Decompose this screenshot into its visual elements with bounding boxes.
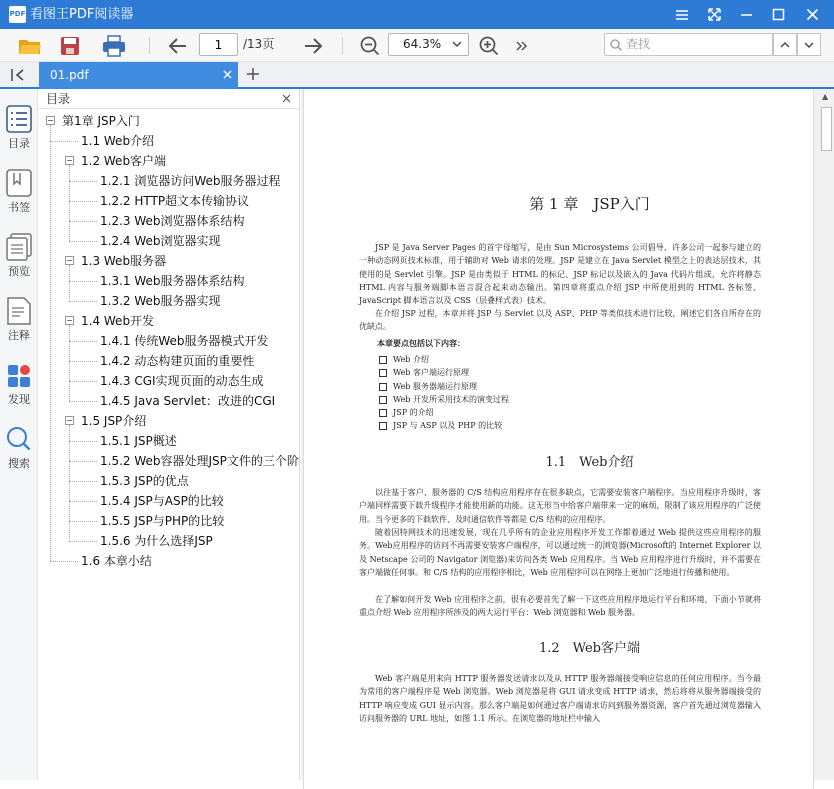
sidebar-item-label: 书签 <box>8 201 30 214</box>
sidebar-item-label: 预览 <box>8 265 30 278</box>
section-1-2-paragraph-1: Web 客户端是用来向 HTTP 服务器发送请求以及从 HTTP 服务器端接受响应信息的任何应用程序。当今最为常用的客户端程序是 Web 浏览器。Web 浏览器是将 GUI 请求变成 HTTP 请求，然后将将从服务器端接受的 HTTP 响应变成 GUI 显示内容。那么客户端是如何通过客户端请求访问到服务器资源，客户首先通过浏览器输入访问服务器的 URL 地址，如图 1.1 所示。在浏览器的地址栏中输入 <box>359 674 761 723</box>
scrollbar-thumb[interactable] <box>821 107 832 151</box>
outline-item[interactable]: 1.4.3 CGI实现页面的动态生成 <box>100 374 264 388</box>
vertical-scrollbar[interactable] <box>818 89 834 780</box>
outline-item[interactable]: 1.4.1 传统Web服务器模式开发 <box>100 334 269 348</box>
outline-item[interactable]: 1.2.2 HTTP超文本传输协议 <box>100 194 250 208</box>
zoom-value: 64.3% <box>403 37 442 51</box>
sidebar-item-label: 搜索 <box>8 457 30 470</box>
outline-item[interactable]: 1.3 Web服务器 <box>81 254 167 268</box>
save-icon[interactable] <box>57 33 83 58</box>
zoom-in-icon[interactable] <box>477 33 501 58</box>
chevron-down-icon <box>804 41 814 49</box>
menu-icon[interactable] <box>666 0 698 29</box>
chapter-title: 第 1 章 JSP入门 <box>529 195 650 213</box>
minimize-icon[interactable] <box>730 0 762 29</box>
print-icon[interactable] <box>100 33 128 58</box>
intro-paragraph-1: JSP 是 Java Server Pages 的首字母缩写，是由 Sun Microsystems 公司倡导、许多公司一起参与建立的一种动态网页技术标准，用于辅助对 Web 请求的处理。JSP 是建立在 Java Servlet 模型之上的表达层技术，其使用的是 Servlet 引擎。JSP 是由类似于 HTML 的标记、JSP 标记以及嵌入的 Java 代码片组成，允许将静态 HTML 内容与服务端脚本语言混合起来动态输出。第四章将重点介绍 JSP 中所使用到的 HTML 各标签、JavaScript 脚本语言以及 CSS（层叠样式表）技术。 <box>359 243 761 306</box>
outline-item[interactable]: 1.5.6 为什么选择JSP <box>100 534 213 548</box>
chevron-up-icon <box>780 41 790 49</box>
outline-item[interactable]: 1.6 本章小结 <box>81 554 152 568</box>
discover-icon <box>6 361 32 389</box>
more-tools-icon[interactable] <box>512 33 532 58</box>
outline-item[interactable]: 1.3.1 Web服务器体系结构 <box>100 274 245 288</box>
intro-paragraph-2: 在介绍 JSP 过程，本章并将 JSP 与 Servlet 以及 ASP、PHP 等类似技术进行比较，阐述它们各自所存在的优缺点。 <box>359 309 761 332</box>
key-points-list <box>378 353 509 433</box>
section-1-1-paragraph-1: 以往基于客户、服务器的 C/S 结构应用程序存在很多缺点，它需要安装客户端程序。当应用程序升级时，客户端同样需要下载升级程序才能使用新的功能。这无形当中给客户端带来一定的麻烦，限制了该应用程序的广泛使用。当今更多的下载软件、及时通信软件等都是 C/S 结构的应用程序。 <box>359 488 761 524</box>
collapse-toggle-icon[interactable]: − <box>47 116 54 125</box>
section-1-1-paragraph-2: 随着因特网技术的迅速发展，现在几乎所有的企业应用程序开发工作都着通过 Web 提供这些应用程序的服务。Web应用程序的访问不再需要安装客户端程序，可以通过统一的浏览器(Microsoft的 Internet Explorer 以及 Netscape 公司的 Navigator 浏览器)来访问各类 Web 应用程序。当 Web 应用程序进行升级时，并不需要在客户端做任何事。和 C/S 结构的应用程序相比，Web 应用程序可以在网络上更加广泛地进行传播和使用。 <box>359 528 761 577</box>
tab-label: 01.pdf <box>50 68 89 82</box>
list-item: Web 开发所采用技术的演变过程 <box>378 393 509 406</box>
collapse-toggle-icon[interactable]: − <box>66 316 73 325</box>
collapse-toggle-icon[interactable]: − <box>66 256 73 265</box>
list-item: JSP 的介绍 <box>378 406 509 419</box>
outline-item[interactable]: 1.4.2 动态构建页面的重要性 <box>100 354 255 368</box>
maximize-icon[interactable] <box>762 0 794 29</box>
toolbar <box>0 29 834 62</box>
outline-item[interactable]: 1.2.1 浏览器访问Web服务器过程 <box>100 174 281 188</box>
list-item: Web 服务器端运行原理 <box>378 380 509 393</box>
prev-page-arrow-icon[interactable] <box>165 33 191 58</box>
preview-icon <box>6 233 32 261</box>
tab-document[interactable] <box>39 62 238 89</box>
outline-icon <box>6 105 32 133</box>
app-logo-icon: PDF <box>9 6 26 23</box>
next-page-arrow-icon[interactable] <box>300 33 326 58</box>
collapse-toggle-icon[interactable]: − <box>66 416 73 425</box>
search-prev-button[interactable] <box>773 33 797 56</box>
outline-item[interactable]: 1.5 JSP介绍 <box>81 414 147 428</box>
sidebar-item-bookmarks[interactable] <box>0 169 38 215</box>
chevron-down-icon <box>452 34 462 64</box>
collapse-sidebar-icon[interactable] <box>11 68 25 85</box>
outline-item[interactable]: 1.4 Web开发 <box>81 314 155 328</box>
close-icon[interactable] <box>796 0 828 29</box>
sidebar-item-outline[interactable] <box>0 105 38 151</box>
open-folder-icon[interactable] <box>16 33 44 58</box>
list-item: Web 介绍 <box>378 353 509 366</box>
sidebar-item-label: 发现 <box>8 393 30 406</box>
outline-item[interactable]: 1.1 Web介绍 <box>81 134 155 148</box>
fullscreen-icon[interactable] <box>698 0 730 29</box>
outline-item[interactable]: 1.5.2 Web容器处理JSP文件的三个阶 <box>100 454 299 468</box>
document-viewer <box>301 89 834 780</box>
page-total: /13页 <box>243 37 275 51</box>
close-outline-icon[interactable] <box>282 89 291 115</box>
sidebar-item-label: 目录 <box>8 137 30 150</box>
sidebar-item-annotations[interactable] <box>0 297 38 343</box>
search-box[interactable] <box>604 33 773 56</box>
sidebar-item-label: 注释 <box>8 329 30 342</box>
collapse-toggle-icon[interactable]: − <box>66 156 73 165</box>
section-title-1-2: 1.2 Web客户端 <box>539 641 640 656</box>
zoom-select[interactable] <box>388 33 469 56</box>
search-box-icon <box>610 39 622 51</box>
search-next-button[interactable] <box>797 33 821 56</box>
page-number-input[interactable] <box>199 33 238 56</box>
sidebar-item-discover[interactable] <box>0 361 38 407</box>
outline-item[interactable]: 1.5.3 JSP的优点 <box>100 474 189 488</box>
tab-bar <box>0 62 834 89</box>
annotation-icon <box>6 297 32 325</box>
outline-item[interactable]: 1.2.4 Web浏览器实现 <box>100 234 221 248</box>
section-1-1-paragraph-3: 在了解如何开发 Web 应用程序之前，很有必要首先了解一下这些应用程序地运行平台和环境，下面小节就将重点介绍 Web 应用程序所涉及的两大运行平台：Web 浏览器和 Web 服务器。 <box>359 595 761 618</box>
outline-title: 目录 <box>46 92 71 106</box>
outline-item[interactable]: 1.5.5 JSP与PHP的比较 <box>100 514 225 528</box>
outline-header <box>38 89 299 109</box>
section-title-1-1: 1.1 Web介绍 <box>545 455 634 470</box>
outline-item[interactable]: 1.5.4 JSP与ASP的比较 <box>100 494 224 508</box>
left-sidebar <box>0 89 38 780</box>
outline-item[interactable]: 1.3.2 Web服务器实现 <box>100 294 221 308</box>
outline-item[interactable]: 1.5.1 JSP概述 <box>100 434 177 448</box>
search-icon <box>6 425 32 453</box>
title-bar <box>0 0 834 29</box>
zoom-out-icon[interactable] <box>358 33 382 58</box>
list-item: Web 客户端运行原理 <box>378 366 509 379</box>
scroll-up-icon[interactable]: ▲ <box>822 92 829 101</box>
app-title: 看图王PDF阅读器 <box>30 7 134 22</box>
sidebar-item-preview[interactable] <box>0 233 38 279</box>
key-points-title: 本章要点包括以下内容： <box>377 338 465 348</box>
list-item: JSP 与 ASP 以及 PHP 的比较 <box>378 419 509 432</box>
pdf-page <box>303 89 814 789</box>
outline-item[interactable]: 1.2.3 Web浏览器体系结构 <box>100 214 245 228</box>
outline-item[interactable]: 1.2 Web客户端 <box>81 154 167 168</box>
bookmark-icon <box>6 169 32 197</box>
outline-item[interactable]: 1.4.5 Java Servlet：改进的CGI <box>100 394 276 408</box>
sidebar-item-search[interactable] <box>0 425 38 471</box>
outline-item[interactable]: 第1章 JSP入门 <box>62 114 140 128</box>
outline-panel <box>38 89 300 780</box>
search-placeholder: 查找 <box>626 37 651 51</box>
new-tab-icon[interactable] <box>247 68 259 83</box>
